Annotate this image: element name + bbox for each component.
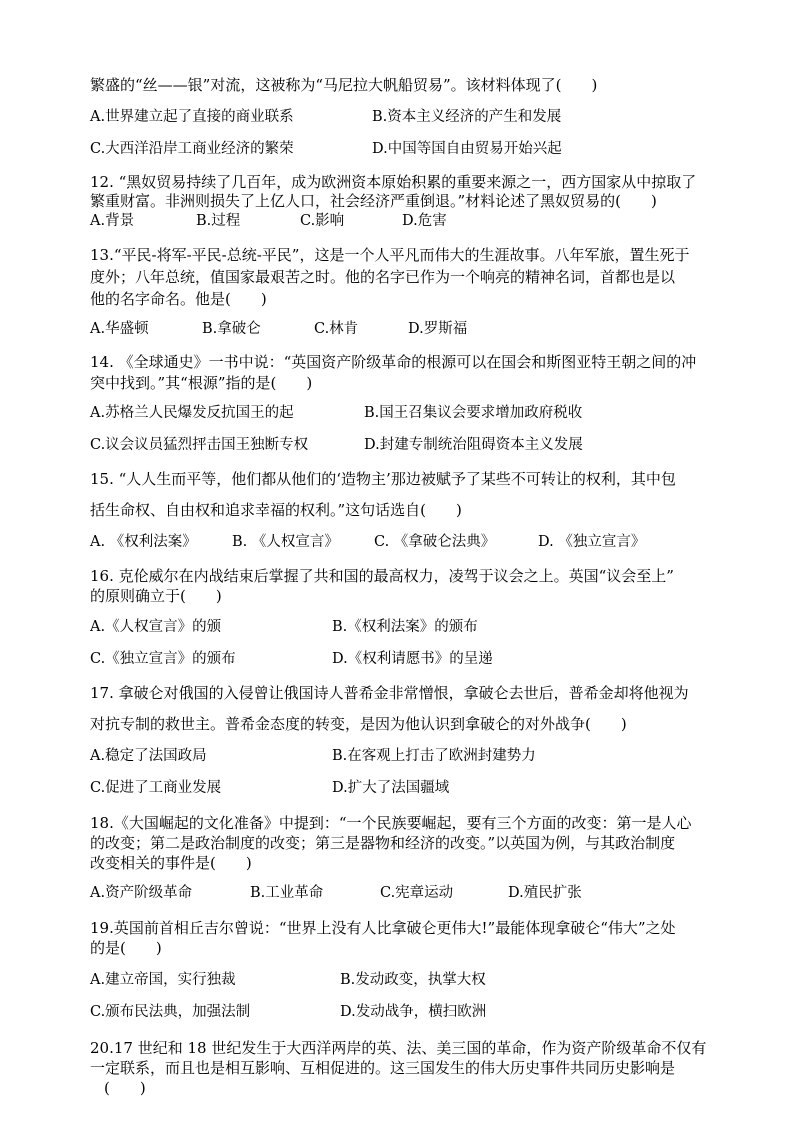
q19-option-a: A.建立帝国，实行独裁 [90,972,236,988]
q18-option-b: B.工业革命 [250,885,324,901]
q11-stem-line-1: 繁盛的“丝——银”对流，这被称为“马尼拉大帆船贸易”。该材料体现了( ) [90,76,598,94]
q16-option-b: B.《权利法案》的颁布 [332,619,478,635]
q16-option-c: C.《独立宣言》的颁布 [90,651,236,667]
q12-stem-line-2: 繁重财富。非洲则损失了上亿人口，社会经济严重倒退。”材料论述了黑奴贸易的( ) [90,192,657,210]
q15-option-b: B. 《人权宣言》 [232,534,339,550]
q19-option-b: B.发动政变，执掌大权 [340,972,486,988]
q19-stem-line-1: 19.英国前首相丘吉尔曾说：“世界上没有人比拿破仑更伟大!”最能体现拿破仑“伟大”之处 [90,919,676,937]
q18-option-c: C.宪章运动 [380,885,454,901]
q18-stem-line-3: 改变相关的事件是( ) [90,854,252,872]
q17-stem-line-1: 17. 拿破仑对俄国的入侵曾让俄国诗人普希金非常憎恨，拿破仑去世后，普希金却将他视为 [90,684,689,702]
q12-option-b: B.过程 [196,213,241,229]
q16-option-d: D.《权利请愿书》的呈递 [332,651,493,667]
q11-option-c: C.大西洋沿岸工商业经济的繁荣 [90,141,294,157]
q16-stem-line-1: 16. 克伦威尔在内战结束后掌握了共和国的最高权力，凌驾于议会之上。英国“议会至上” [90,567,674,585]
q15-stem-line-1: 15. “人人生而平等，他们都从他们的‘造物主’那边被赋予了某些不可转让的权利，其中包 [90,470,676,488]
q14-stem-line-2: 突中找到。”其“根源”指的是( ) [90,374,313,392]
q16-stem-line-2: 的原则确立于( ) [90,587,222,605]
q17-option-a: A.稳定了法国政局 [90,748,207,764]
q15-stem-line-2: 括生命权、自由权和追求幸福的权利。”这句话选自( ) [90,501,462,519]
q15-option-a: A. 《权利法案》 [90,534,197,550]
q13-option-d: D.罗斯福 [408,321,468,337]
q18-stem-line-2: 的改变；第二是政治制度的改变；第三是器物和经济的改变。”以英国为例，与其政治制度 [90,834,676,852]
q15-option-c: C. 《拿破仑法典》 [374,534,496,550]
q13-option-a: A.华盛顿 [90,321,149,337]
q18-stem-line-1: 18.《大国崛起的文化准备》中提到：“一个民族要崛起，要有三个方面的改变：第一是人心 [90,814,692,832]
q14-option-c: C.议会议员猛烈抨击国王独断专权 [90,437,309,453]
q11-option-d: D.中国等国自由贸易开始兴起 [372,141,562,157]
q11-option-a: A.世界建立起了直接的商业联系 [90,109,294,125]
q12-stem-line-1: 12. “黑奴贸易持续了几百年，成为欧洲资本原始积累的重要来源之一，西方国家从中掠取了 [90,173,697,191]
q17-stem-line-2: 对抗专制的救世主。普希金态度的转变，是因为他认识到拿破仑的对外战争( ) [90,715,627,733]
q17-option-c: C.促进了工商业发展 [90,780,222,796]
q16-option-a: A.《人权宣言》的颁 [90,619,222,635]
q13-option-c: C.林肯 [314,321,359,337]
q15-option-d: D. 《独立宣言》 [538,534,646,550]
q13-option-b: B.拿破仑 [202,321,261,337]
q18-option-a: A.资产阶级革命 [90,885,193,901]
q13-stem-line-2: 度外；八年总统，值国家最艰苦之时。他的名字已作为一个响亮的精神名词，首都也是以 [90,268,676,286]
q14-option-a: A.苏格兰人民爆发反抗国王的起 [90,405,294,421]
q19-stem-line-2: 的是( ) [90,939,162,957]
q17-option-d: D.扩大了法国疆域 [332,780,450,796]
q17-option-b: B.在客观上打击了欧洲封建势力 [332,748,536,764]
q20-stem-line-3: ( ) [104,1079,146,1097]
q13-stem-line-3: 他的名字命名。他是( ) [90,290,267,308]
q20-stem-line-2: 一定联系，而且也是相互影响、互相促进的。这三国发生的伟大历史事件共同历史影响是 [90,1059,676,1077]
q11-option-b: B.资本主义经济的产生和发展 [372,109,562,125]
q18-option-d: D.殖民扩张 [508,885,582,901]
q12-option-c: C.影响 [300,213,345,229]
q14-stem-line-1: 14. 《全球通史》一书中说：“英国资产阶级革命的根源可以在国会和斯图亚特王朝之间的冲 [90,353,697,371]
q14-option-d: D.封建专制统治阻碍资本主义发展 [364,437,583,453]
q12-option-d: D.危害 [402,213,447,229]
q13-stem-line-1: 13.“平民-将军-平民-总统-平民”，这是一个人平凡而伟大的生涯故事。八年军旅，置生死于 [90,246,690,264]
q20-stem-line-1: 20.17 世纪和 18 世纪发生于大西洋两岸的英、法、美三国的革命，作为资产阶级革命不仅有 [90,1039,707,1057]
q12-option-a: A.背景 [90,213,135,229]
q19-option-d: D.发动战争，横扫欧洲 [340,1004,487,1020]
q19-option-c: C.颁布民法典，加强法制 [90,1004,251,1020]
q14-option-b: B.国王召集议会要求增加政府税收 [364,405,583,421]
